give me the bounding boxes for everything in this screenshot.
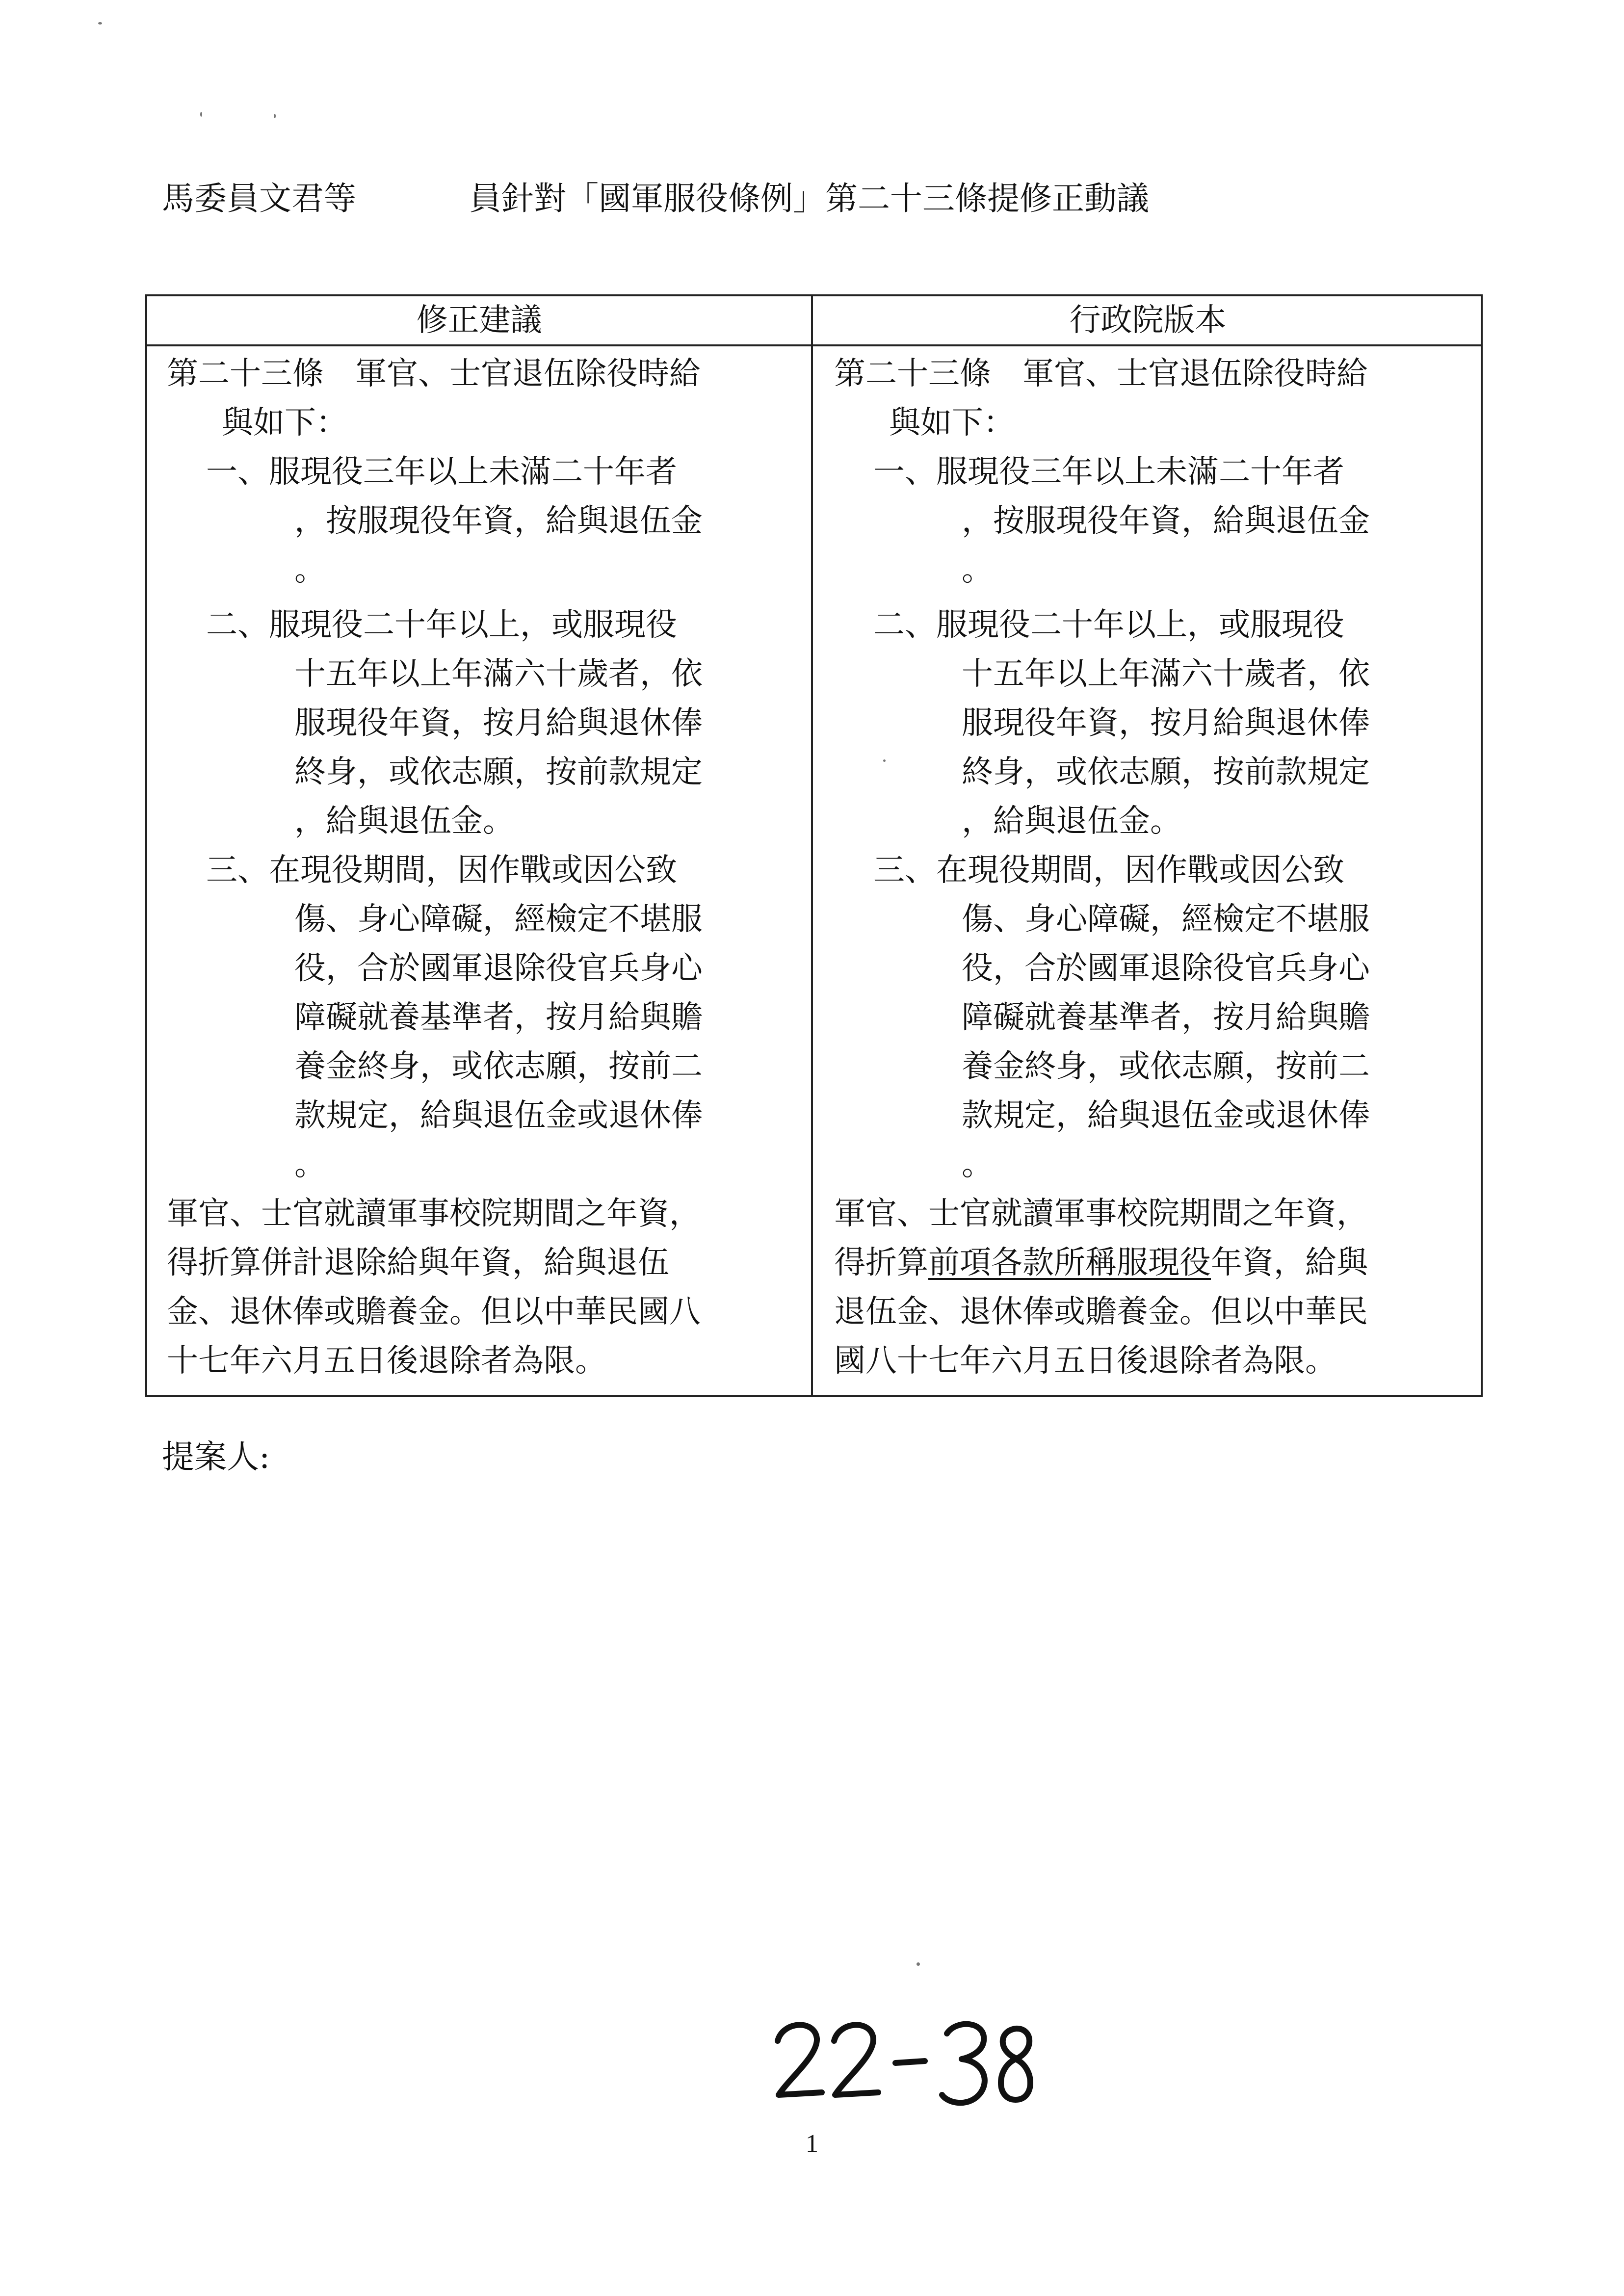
clause-2-line: 十五年以上年滿六十歲者，依 (294, 656, 703, 692)
clause-3-line: 障礙就養基準者，按月給與贍 (294, 999, 703, 1036)
proposer-label: 提案人: (162, 1438, 270, 1476)
executive-yuan-version-text (834, 349, 1472, 1385)
article-line: 與如下： (222, 405, 347, 441)
page-number: 1 (806, 2130, 818, 2158)
header-divider (147, 344, 1481, 346)
paragraph-2-line (834, 1238, 1472, 1287)
clause-2-line: 二、服現役二十年以上，或服現役 (206, 607, 677, 643)
clause-2-line: 十五年以上年滿六十歲者，依 (962, 656, 1370, 692)
clause-3-line: 款規定，給與退伍金或退休俸 (294, 1097, 703, 1134)
title-proposers: 馬委員文君等 (162, 180, 356, 217)
scan-speck (274, 114, 276, 118)
clause-3-line: 養金終身，或依志願，按前二 (294, 1048, 703, 1085)
clause-1-line: 一、服現役三年以上未滿二十年者 (873, 454, 1344, 490)
clause-3-line: 養金終身，或依志願，按前二 (962, 1048, 1370, 1085)
handwritten-page-code (768, 2004, 1043, 2117)
proposed-amendment-text (167, 349, 800, 1385)
clause-2-line: ，給與退伍金。 (962, 803, 1181, 839)
page-title (162, 177, 1149, 221)
clause-1-line: 。 (294, 552, 326, 588)
paragraph-2-line: 退伍金、退休俸或贍養金。但以中華民 (834, 1294, 1368, 1330)
clause-3-line: 三、在現役期間，因作戰或因公致 (206, 852, 677, 888)
clause-3-line: 傷、身心障礙，經檢定不堪服 (294, 901, 703, 938)
scan-speck (98, 22, 102, 25)
paragraph-2-line: 十七年六月五日後退除者為限。 (167, 1343, 606, 1379)
clause-3-line: 。 (294, 1147, 326, 1183)
clause-2-line: ，給與退伍金。 (294, 803, 514, 839)
clause-1-line: 一、服現役三年以上未滿二十年者 (206, 454, 677, 490)
paragraph-2-line: 國八十七年六月五日後退除者為限。 (834, 1343, 1336, 1379)
clause-3-line: 障礙就養基準者，按月給與贍 (962, 999, 1370, 1036)
clause-3-line: 役，合於國軍退除役官兵身心 (962, 950, 1370, 987)
article-line: 第二十三條 軍官、士官退伍除役時給 (167, 356, 701, 392)
article-line: 與如下： (889, 405, 1015, 441)
scan-speck (883, 759, 886, 762)
clause-1-line: ，按服現役年資，給與退伍金 (294, 503, 703, 539)
clause-3-line: 三、在現役期間，因作戰或因公致 (873, 852, 1344, 888)
paragraph-2-line: 金、退休俸或贍養金。但以中華民國八 (167, 1294, 701, 1330)
column-divider (811, 296, 813, 1395)
clause-3-line: 款規定，給與退伍金或退休俸 (962, 1097, 1370, 1134)
clause-3-line: 傷、身心障礙，經檢定不堪服 (962, 901, 1370, 938)
article-line: 第二十三條 軍官、士官退伍除役時給 (834, 356, 1368, 392)
clause-2-line: 服現役年資，按月給與退休俸 (962, 705, 1370, 741)
paragraph-2-fragment: 得折算 (834, 1245, 928, 1281)
clause-2-line: 二、服現役二十年以上，或服現役 (873, 607, 1344, 643)
header-executive-yuan-version: 行政院版本 (1069, 302, 1227, 339)
clause-1-line: ，按服現役年資，給與退伍金 (962, 503, 1370, 539)
clause-2-line: 終身，或依志願，按前款規定 (294, 754, 703, 790)
paragraph-2-line: 得折算併計退除給與年資，給與退伍 (167, 1245, 669, 1281)
clause-3-line: 役，合於國軍退除役官兵身心 (294, 950, 703, 987)
paragraph-2-fragment: 年資，給與 (1211, 1245, 1368, 1281)
scan-speck (200, 112, 202, 117)
clause-2-line: 服現役年資，按月給與退休俸 (294, 705, 703, 741)
comparison-table (145, 294, 1483, 1397)
clause-1-line: 。 (962, 552, 993, 588)
clause-3-line: 。 (962, 1147, 993, 1183)
clause-2-line: 終身，或依志願，按前款規定 (962, 754, 1370, 790)
scan-speck (917, 1962, 920, 1966)
underlined-amendment: 前項各款所稱服現役 (928, 1245, 1211, 1281)
paragraph-2-line: 軍官、士官就讀軍事校院期間之年資， (834, 1196, 1368, 1232)
title-subject: 員針對「國軍服役條例」第二十三條提修正動議 (469, 180, 1149, 217)
header-proposed-amendment: 修正建議 (416, 302, 542, 339)
paragraph-2-line: 軍官、士官就讀軍事校院期間之年資， (167, 1196, 701, 1232)
